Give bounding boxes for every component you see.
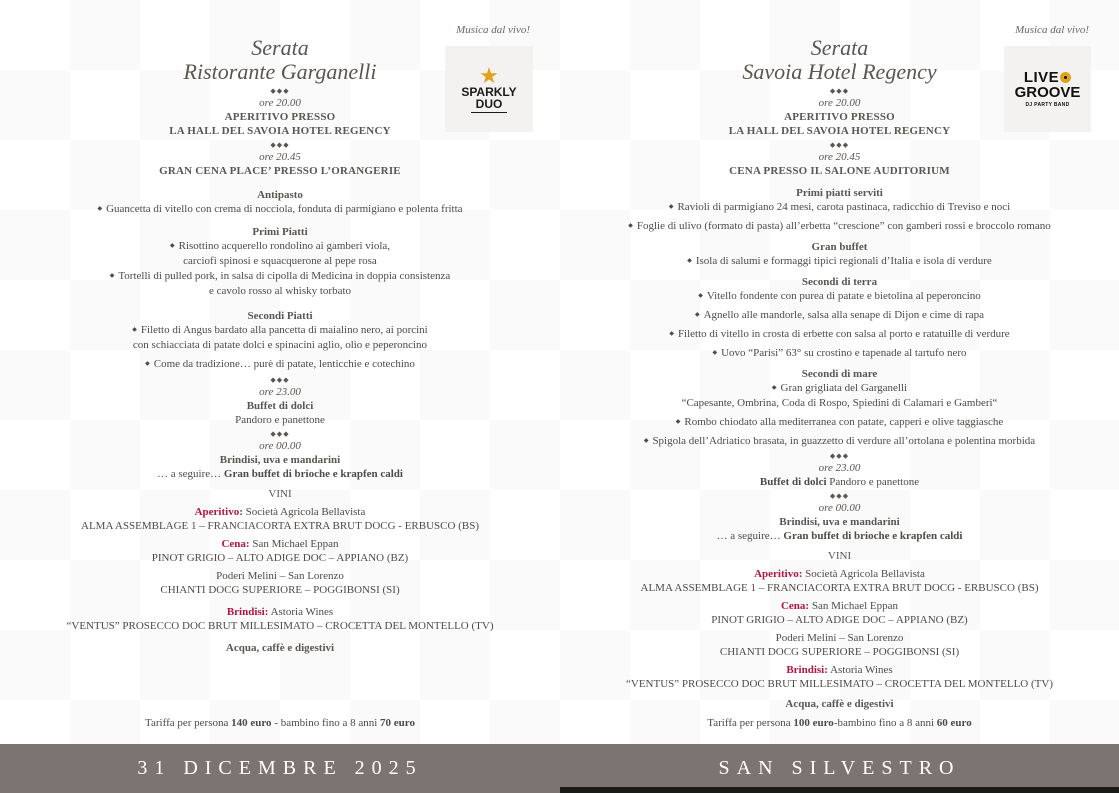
- bullet-diamond-icon: ◆: [169, 243, 175, 249]
- time-aperitivo: ore 20.00: [818, 97, 861, 109]
- brindisi-text: Brindisi, uva e mandarini: [779, 516, 900, 528]
- diamond-divider: ◆◆◆: [270, 87, 290, 95]
- menu-right-column: [560, 0, 1119, 744]
- tariffa-right: [560, 716, 1119, 730]
- buffet-dolci-text: Pandoro e panettone: [235, 414, 325, 426]
- time-brindisi: ore 00.00: [259, 440, 301, 452]
- event-title-line2: Ristorante Garganelli: [183, 59, 377, 84]
- bullet-diamond-icon: ◆: [694, 312, 700, 318]
- bullet-diamond-icon: ◆: [109, 273, 115, 279]
- menu-item-cont: con schiacciata di patate dolci e spinacini aglio, olio e peperoncino: [132, 339, 428, 351]
- menu-item-cont: carciofi spinosi e squacquerone al pepe rosa: [183, 255, 377, 267]
- diamond-divider: ◆◆◆: [270, 141, 290, 149]
- bullet-diamond-icon: ◆: [675, 419, 681, 425]
- time-cena: ore 20.45: [818, 151, 861, 163]
- menu-item: ◆ Tortelli di pulled pork, in salsa di cipolla di Medicina in doppia consistenza: [109, 270, 451, 282]
- bullet-diamond-icon: ◆: [771, 385, 777, 391]
- diamond-divider: ◆◆◆: [270, 430, 290, 438]
- menu-item: ◆ Come da tradizione… purè di patate, lenticchie e cotechino: [145, 358, 415, 370]
- menu-left-column: [0, 0, 560, 744]
- time-aperitivo: ore 20.00: [259, 97, 301, 109]
- event-title-line2: Savoia Hotel Regency: [742, 59, 937, 84]
- event-title-line1: Serata: [810, 35, 869, 60]
- wine-aperitivo: ALMA ASSEMBLAGE 1 – FRANCIACORTA EXTRA BRUT DOCG - ERBUSCO (BS): [81, 520, 479, 532]
- live-music-note: Musica dal vivo!: [1015, 24, 1089, 36]
- acqua-caffe: Acqua, caffè e digestivi: [785, 698, 894, 710]
- wine-brindisi-producer: Brindisi: Astoria Wines: [226, 606, 334, 618]
- wine-brindisi: “VENTUS” PROSECCO DOC BRUT MILLESIMATO – CROCETTA DEL MONTELLO (TV): [66, 620, 494, 632]
- section-secondi-mare: Secondi di mare: [801, 368, 878, 380]
- bullet-diamond-icon: ◆: [712, 350, 718, 356]
- wine-cena-2: CHIANTI DOCG SUPERIORE – POGGIBONSI (SI): [719, 646, 960, 658]
- menu-item: ◆ Guancetta di vitello con crema di nocciola, fonduta di parmigiano e polenta fritta: [97, 203, 463, 215]
- seguire-line: … a seguire… Gran buffet di brioche e krapfen caldi: [716, 530, 963, 542]
- section-primi: Primi piatti serviti: [796, 187, 883, 199]
- bullet-diamond-icon: ◆: [698, 293, 703, 299]
- cena-location: CENA PRESSO IL SALONE AUDITORIUM: [729, 165, 950, 177]
- bullet-diamond-icon: ◆: [145, 361, 150, 367]
- logo-line-1: LIVE: [1024, 70, 1071, 85]
- menu-item: ◆ Filetto di vitello in crosta di erbette con salsa al porto e ratatuille di verdure: [669, 328, 1010, 340]
- brindisi-text: Brindisi, uva e mandarini: [219, 454, 341, 466]
- menu-item: ◆ Uovo “Parisi” 63° su crostino e tapenade al tartufo nero: [712, 347, 967, 359]
- bullet-diamond-icon: ◆: [97, 206, 103, 212]
- section-vini: VINI: [827, 550, 852, 562]
- acqua-caffe: Acqua, caffè e digestivi: [225, 642, 335, 654]
- diamond-divider: ◆◆◆: [829, 141, 850, 149]
- wine-brindisi-producer: Brindisi: Astoria Wines: [786, 664, 893, 676]
- wine-cena-producer: Cena: San Michael Eppan: [780, 600, 898, 612]
- menu-left-body: [0, 36, 560, 655]
- bottom-edge: [560, 787, 1119, 793]
- wine-cena-producer-2: Poderi Melini – San Lorenzo: [216, 570, 344, 582]
- event-title-line1: Serata: [251, 35, 309, 60]
- wine-aperitivo: ALMA ASSEMBLAGE 1 – FRANCIACORTA EXTRA BRUT DOCG - ERBUSCO (BS): [640, 582, 1039, 594]
- bullet-diamond-icon: ◆: [669, 331, 674, 337]
- section-vini: VINI: [268, 488, 292, 500]
- diamond-divider: ◆◆◆: [829, 87, 850, 95]
- section-antipasto: Antipasto: [257, 189, 303, 201]
- aperitivo-line1: APERITIVO PRESSO: [224, 111, 336, 123]
- price-line: Tariffa per persona 140 euro - bambino fino a 8 anni 70 euro: [145, 717, 415, 729]
- bullet-diamond-icon: ◆: [687, 258, 692, 264]
- logo-subtitle: DJ PARTY BAND: [1025, 102, 1070, 108]
- menu-item: ◆ Spigola dell’Adriatico brasata, in guazzetto di verdure all’ortolana e polentina morbida: [643, 435, 1036, 447]
- bullet-diamond-icon: ◆: [628, 223, 633, 229]
- menu-right-body: [560, 36, 1119, 711]
- time-brindisi: ore 00.00: [818, 502, 861, 514]
- section-secondi-terra: Secondi di terra: [801, 276, 878, 288]
- menu-item: ◆ Risottino acquerello rondolino ai gamberi viola,: [169, 240, 391, 252]
- wine-cena-producer-2: Poderi Melini – San Lorenzo: [775, 632, 904, 644]
- wine-aperitivo-producer: Aperitivo: Società Agricola Bellavista: [754, 568, 925, 580]
- star-icon: ★: [479, 62, 499, 88]
- time-dolci: ore 23.00: [818, 462, 861, 474]
- buffet-dolci-line: Buffet di dolci Pandoro e panettone: [759, 476, 920, 488]
- wine-cena-producer: Cena: San Michael Eppan: [221, 538, 339, 550]
- footer-title: SAN SILVESTRO: [718, 757, 961, 779]
- seguire-line: … a seguire… Gran buffet di brioche e krapfen caldi: [157, 468, 403, 480]
- diamond-divider: ◆◆◆: [829, 492, 850, 500]
- logo-line-1: SPARKLY: [461, 84, 517, 99]
- menu-item: ◆ Vitello fondente con purea di patate e bietolina al peperoncino: [698, 290, 981, 302]
- section-primi: Primi Piatti: [252, 226, 308, 238]
- menu-item: ◆ Foglie di ulivo (formato di pasta) all’erbetta “crescione” con gamberi rossi e broccolo romano: [628, 220, 1051, 232]
- menu-item: ◆ Filetto di Angus bardato alla pancetta di maialino nero, ai porcini: [132, 324, 428, 336]
- menu-item-cont: e cavolo rosso al whisky torbato: [208, 285, 352, 297]
- cena-location: GRAN CENA PLACE’ PRESSO L’ORANGERIE: [159, 165, 401, 177]
- bullet-diamond-icon: ◆: [132, 327, 137, 333]
- section-gran-buffet: Gran buffet: [811, 241, 868, 253]
- wine-aperitivo-producer: Aperitivo: Società Agricola Bellavista: [194, 506, 366, 518]
- footer-bar: [0, 744, 1119, 793]
- aperitivo-line2: LA HALL DEL SAVOIA HOTEL REGENCY: [728, 125, 951, 137]
- bullet-diamond-icon: ◆: [643, 438, 649, 444]
- price-line: Tariffa per persona 100 euro-bambino fino a 8 anni 60 euro: [707, 717, 972, 729]
- time-dolci: ore 23.00: [259, 386, 301, 398]
- menu-item: ◆ Gran grigliata del Garganelli: [771, 382, 908, 394]
- wine-brindisi: “VENTUS” PROSECCO DOC BRUT MILLESIMATO – CROCETTA DEL MONTELLO (TV): [626, 678, 1053, 690]
- section-secondi: Secondi Piatti: [247, 310, 313, 322]
- menu-item: ◆ Ravioli di parmigiano 24 mesi, carota pastinaca, radicchio di Treviso e noci: [668, 201, 1011, 213]
- tariffa-left: [0, 716, 560, 730]
- aperitivo-line1: APERITIVO PRESSO: [784, 111, 895, 123]
- time-cena: ore 20.45: [259, 151, 301, 163]
- diamond-divider: ◆◆◆: [829, 452, 850, 460]
- wine-cena: PINOT GRIGIO – ALTO ADIGE DOC – APPIANO (BZ): [711, 614, 968, 626]
- aperitivo-line2: LA HALL DEL SAVOIA HOTEL REGENCY: [169, 125, 391, 137]
- logo-line-2: DUO: [475, 96, 503, 111]
- footer-date: 31 DICEMBRE 2025: [137, 757, 423, 779]
- menu-item: ◆ Agnello alle mandorle, salsa alla senape di Dijon e cime di rapa: [694, 309, 985, 321]
- section-buffet-dolci: Buffet di dolci: [246, 400, 314, 412]
- bullet-diamond-icon: ◆: [668, 204, 674, 210]
- wine-cena-2: CHIANTI DOCG SUPERIORE – POGGIBONSI (SI): [160, 584, 400, 596]
- menu-item-cont: “Capesante, Ombrina, Coda di Rospo, Spiedini di Calamari e Gamberi“: [681, 397, 998, 409]
- live-music-note: Musica dal vivo!: [456, 24, 530, 36]
- logo-line-2: GROOVE: [1014, 84, 1081, 101]
- wine-cena: PINOT GRIGIO – ALTO ADIGE DOC – APPIANO (BZ): [151, 552, 409, 564]
- menu-item: ◆ Rombo chiodato alla mediterranea con patate, capperi e olive taggiasche: [675, 416, 1004, 428]
- menu-item: ◆ Isola di salumi e formaggi tipici regionali d’Italia e isola di verdure: [687, 255, 992, 267]
- diamond-divider: ◆◆◆: [270, 376, 290, 384]
